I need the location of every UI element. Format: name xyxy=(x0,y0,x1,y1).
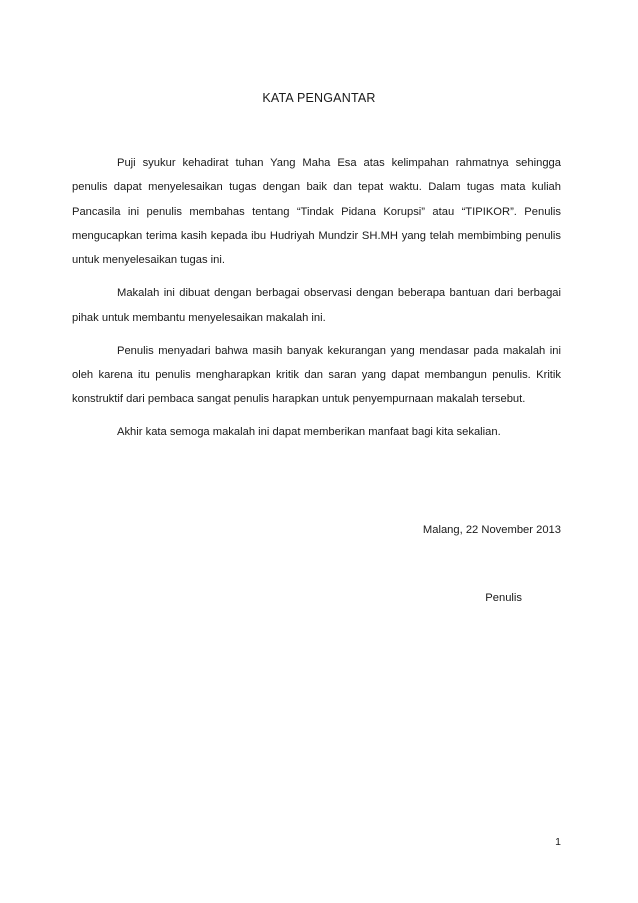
place-date: Malang, 22 November 2013 xyxy=(422,524,561,536)
page-title: KATA PENGANTAR xyxy=(262,91,376,105)
body-text xyxy=(72,151,561,453)
author-signature: Penulis xyxy=(485,592,522,604)
paragraph-4: Akhir kata semoga makalah ini dapat memberikan manfaat bagi kita sekalian. xyxy=(117,426,501,439)
paragraph-2: Makalah ini dibuat dengan berbagai observasi dengan beberapa bantuan dari berbagai pihak untuk membantu menyelesaikan makalah ini. xyxy=(72,287,561,324)
page-number: 1 xyxy=(555,836,561,848)
paragraph-1: Puji syukur kehadirat tuhan Yang Maha Esa atas kelimpahan rahmatnya sehingga penulis dapat menyelesaikan tugas dengan baik dan tepat waktu. Dalam tugas mata kuliah Pancasila ini penulis membahas tentang “Tindak Pidana Korupsi” atau “TIPIKOR”. Penulis mengucapkan terima kasih kepada ibu Hudriyah Mundzir SH.MH yang telah membimbing penulis untuk menyelesaikan tugas ini. xyxy=(72,157,561,267)
paragraph-3: Penulis menyadari bahwa masih banyak kekurangan yang mendasar pada makalah ini oleh karena itu penulis mengharapkan kritik dan saran yang dapat membangun penulis. Kritik konstruktif dari pembaca sangat penulis harapkan untuk penyempurnaan makalah tersebut. xyxy=(72,344,561,406)
